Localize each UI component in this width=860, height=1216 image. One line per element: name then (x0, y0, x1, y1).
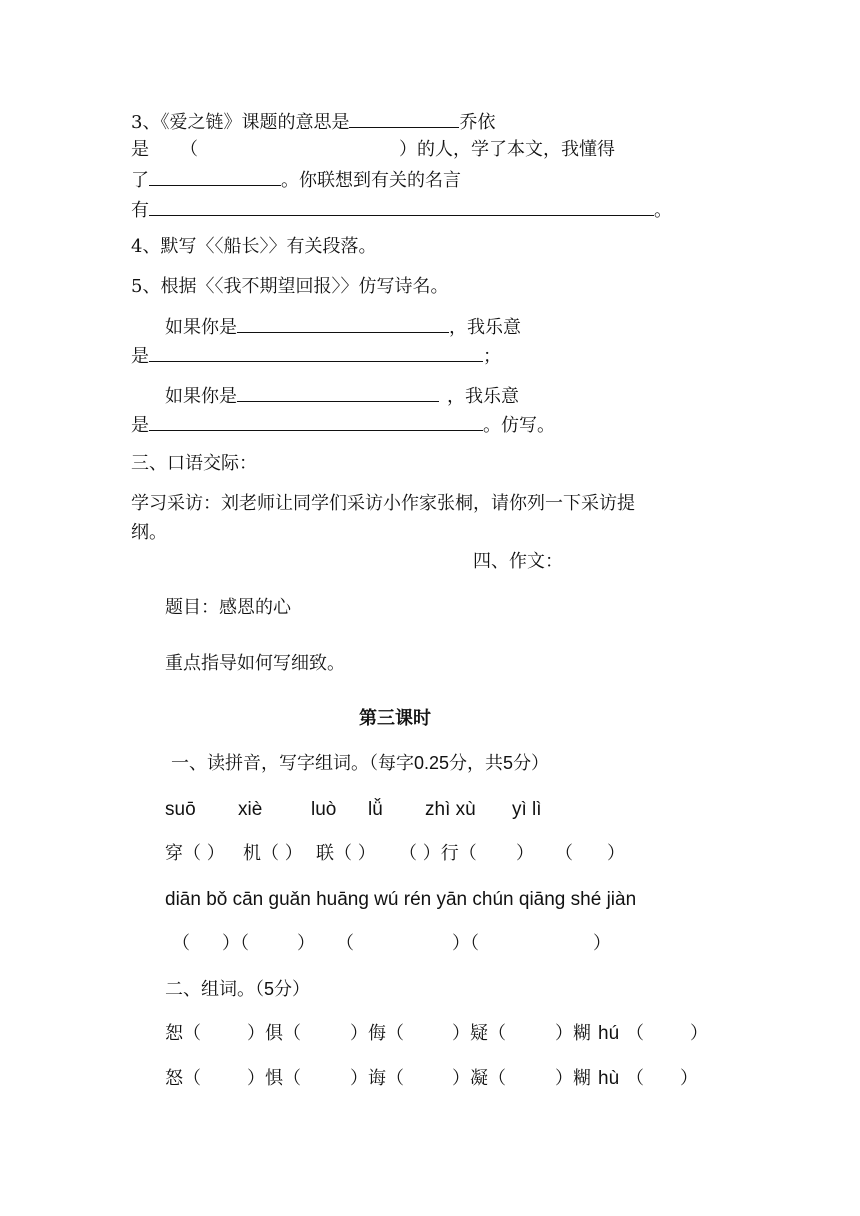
q2-row2-5[interactable]: ）糊 (555, 1068, 591, 1089)
pinyin-1: suō (165, 799, 196, 820)
q3-blank-1[interactable] (349, 110, 459, 128)
l3-q1-title-c: 分） (513, 753, 550, 774)
q2-row2-2[interactable]: ）惧（ (247, 1068, 301, 1089)
section3-line1: 学习采访：刘老师让同学们采访小作家张桐，请你列一下采访提 (131, 493, 635, 514)
l3-q2-num: 5 (264, 979, 275, 999)
l3-q1-title-b: 分，共 (449, 753, 504, 774)
q3-text-6: 。你联想到有关的名言 (281, 170, 461, 191)
bracket-2-1[interactable]: （ (172, 933, 190, 954)
bracket-2-5[interactable]: ）（ (452, 933, 479, 954)
char-blank-2[interactable]: 机（ ） (243, 843, 303, 864)
q3-paren-open: （ (180, 139, 198, 160)
q2-row1-pinyin: hú (598, 1023, 620, 1044)
q3-line1 (131, 110, 495, 134)
q2-row1-7[interactable]: ） (690, 1023, 708, 1044)
pinyin-5: zhì xù (425, 799, 476, 820)
l3-q1-title-a: 一、读拼音，写字组词。（每字 (171, 753, 414, 774)
q5-b-blank-2[interactable] (149, 413, 483, 431)
l3-q2-title-b: 分） (274, 979, 311, 1000)
q4-line: 4、默写〈〈船长〉〉有关段落。 (131, 236, 377, 257)
q5-b-line2 (131, 413, 555, 437)
l3-q2-title-a: 二、组词。（ (165, 979, 264, 1000)
q5-a-text-1: 如果你是 (165, 317, 237, 338)
q3-blank-2[interactable] (149, 168, 281, 186)
q3-text-2: 乔依 (459, 112, 496, 133)
q2-row1-5[interactable]: ）糊 (555, 1023, 591, 1044)
q5-b-text-2: ，我乐意 (447, 386, 519, 407)
char-blank-5[interactable]: ） (516, 843, 534, 864)
q3-line2-paren-open (180, 139, 198, 161)
pinyin-row-2: diān bǒ cān guǎn huāng wú rén yān chún qiāng shé jiàn (165, 889, 637, 910)
q5-b-line1 (165, 384, 519, 408)
essay-topic: 题目：感恩的心 (165, 597, 291, 618)
q2-row2-3[interactable]: ）诲（ (350, 1068, 404, 1089)
pinyin-2: xiè (238, 799, 263, 820)
char-blank-3[interactable]: 联（ ） (316, 843, 376, 864)
q5-b-text-1: 如果你是 (165, 386, 237, 407)
q3-line2-rest (399, 139, 615, 161)
q2-row2-4[interactable]: ）凝（ (452, 1068, 506, 1089)
section3-title: 三、口语交际： (131, 453, 257, 474)
q3-text-7: 有 (131, 200, 149, 221)
q5-a-line2 (131, 344, 501, 368)
q5-b-blank-1[interactable] (237, 384, 439, 402)
l3-q1-num2: 5 (503, 753, 514, 773)
section4-title: 四、作文： (473, 551, 563, 572)
q3-text-1: 3、《爱之链》课题的意思是 (131, 112, 350, 133)
q3-line2 (131, 139, 149, 161)
char-blank-7[interactable]: ） (607, 843, 625, 864)
char-blank-1[interactable]: 穿（ ） (165, 843, 225, 864)
q3-text-8: 。 (654, 200, 672, 221)
q3-text-5: 了 (131, 170, 149, 191)
q5-a-blank-2[interactable] (149, 344, 483, 362)
q5-a-text-3: 是 (131, 346, 149, 367)
q5-a-blank-1[interactable] (237, 315, 449, 333)
q2-row2-6[interactable]: （ (626, 1068, 644, 1089)
bracket-2-6[interactable]: ） (593, 933, 611, 954)
q5-title: 5、根据〈〈我不期望回报〉〉仿写诗名。 (131, 276, 449, 297)
q3-text-3: 是 (131, 139, 149, 160)
pinyin-4: lǚ (368, 799, 383, 820)
q2-row1-6[interactable]: （ (626, 1023, 644, 1044)
q5-a-line1 (165, 315, 521, 339)
q2-row1-4[interactable]: ）疑（ (452, 1023, 506, 1044)
q5-a-text-2: ，我乐意 (449, 317, 521, 338)
q3-line4 (131, 198, 672, 222)
q2-row2-1[interactable]: 怒（ (165, 1068, 201, 1089)
q5-b-text-4: 。仿写。 (483, 415, 555, 436)
q2-row1-2[interactable]: ）俱（ (247, 1023, 301, 1044)
l3-q1-num1: 0.25 (414, 753, 450, 773)
pinyin-6: yì lì (512, 799, 542, 820)
bracket-2-3[interactable]: ） (297, 933, 315, 954)
bracket-2-2[interactable]: ）（ (222, 933, 249, 954)
bracket-2-4[interactable]: （ (336, 933, 354, 954)
char-blank-6[interactable]: （ (555, 843, 573, 864)
q2-row1-3[interactable]: ）侮（ (350, 1023, 404, 1044)
l3-q1-title (171, 752, 549, 775)
q3-text-4: ）的人，学了本文，我懂得 (399, 139, 615, 160)
l3-q2-title (165, 978, 310, 1001)
q2-row2-pinyin: hù (598, 1068, 620, 1089)
section3-line2: 纲。 (131, 522, 167, 543)
pinyin-3: luò (311, 799, 337, 820)
q3-blank-3[interactable] (149, 198, 654, 216)
q3-line3 (131, 168, 461, 192)
q5-b-text-3: 是 (131, 415, 149, 436)
q5-a-text-4: ； (483, 346, 501, 367)
q2-row1-1[interactable]: 恕（ (165, 1023, 201, 1044)
char-blank-4[interactable]: （ ）行（ (399, 843, 477, 864)
lesson3-title: 第三课时 (359, 708, 431, 729)
essay-guide: 重点指导如何写细致。 (165, 653, 345, 674)
q2-row2-7[interactable]: ） (680, 1068, 698, 1089)
